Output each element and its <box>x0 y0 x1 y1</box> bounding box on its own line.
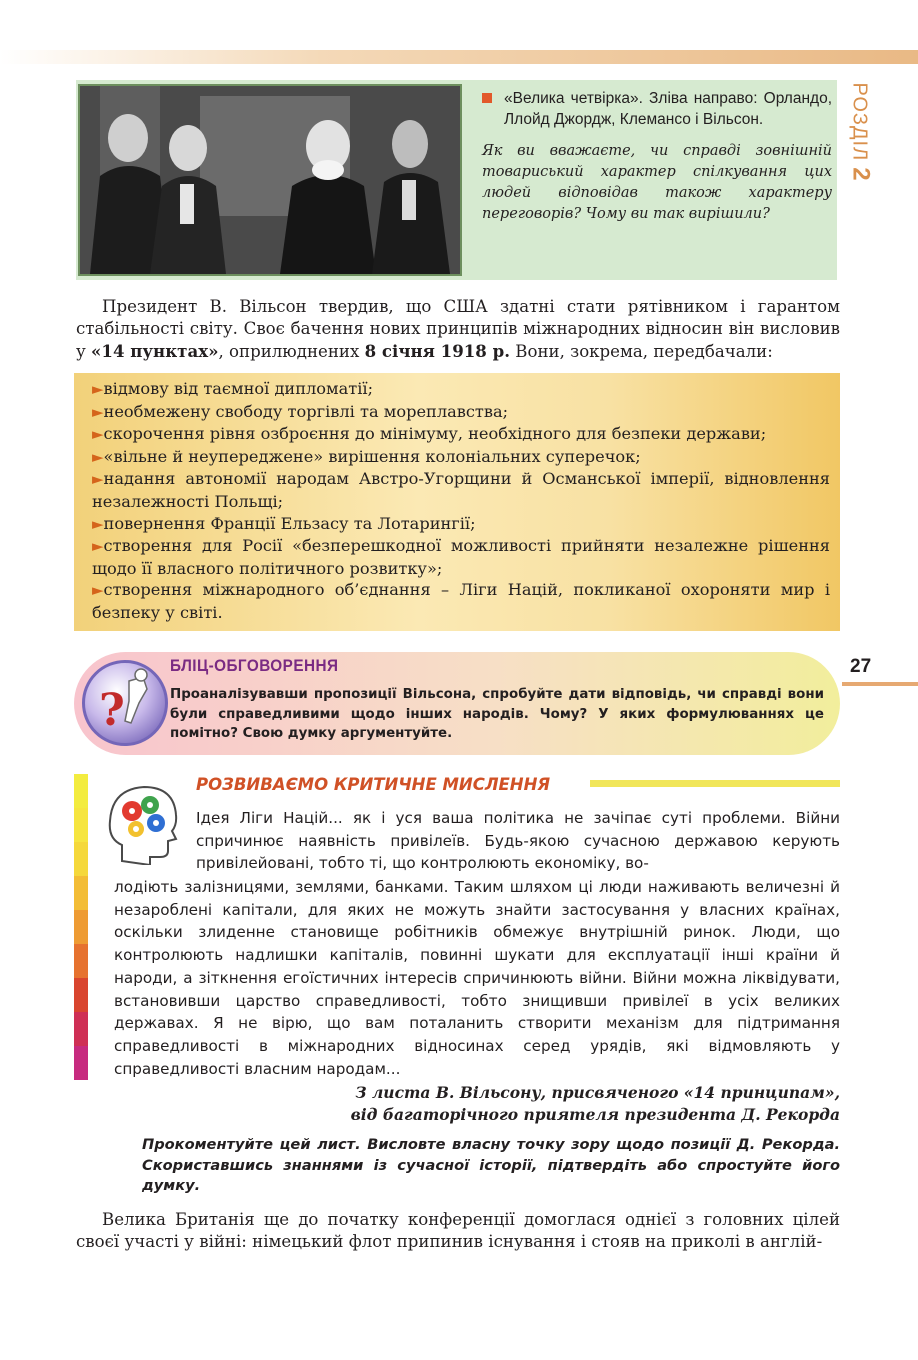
blitz-title: БЛІЦ-ОБГОВОРЕННЯ <box>170 656 339 675</box>
list-item-text: надання автономії народам Австро-Угорщини й Османської імперії, відновлення незалежності Польщі; <box>92 469 830 511</box>
quote-source-line1: З листа В. Вільсону, присвяченого «14 принципам», <box>355 1083 840 1102</box>
intro-text-mid: , оприлюднених <box>218 342 365 361</box>
arrow-icon: ► <box>92 537 104 556</box>
section-tab <box>844 72 878 192</box>
caption-question: Як ви вважаєте, чи справді зовнішній товариський характер спілкування цих людей відповідав також характеру переговорів? Чому ви так вирішили? <box>482 143 832 222</box>
top-decorative-bar <box>0 50 918 64</box>
list-item <box>92 468 830 512</box>
photo-caption-box <box>76 80 837 280</box>
critical-quote-part1: Ідея Ліги Націй... як і уся ваша політика не зачіпає суті проблеми. Війни спричинює наявність привілеїв. Будь-якою сучасною державою керують привілейовані, тобто ті, що контролюють економіку, во- <box>196 809 840 873</box>
arrow-icon: ► <box>92 447 104 466</box>
caption-title <box>482 88 832 130</box>
photo-figures-icon <box>80 86 460 274</box>
list-item-text: повернення Франції Ельзасу та Лотарингії; <box>103 513 476 533</box>
photo-caption <box>482 88 832 225</box>
intro-text-before: Президент В. Вільсон твердив, що США здатні стати рятівником і гарантом стабільності світу. Своє бачення нових принципів міжнародних відносин він висловив у <box>76 297 840 361</box>
blitz-discussion-box <box>74 652 840 755</box>
list-item-text: створення для Росії «безперешкодної можливості прийняти незалежне рішення щодо її власного політичного розвитку»; <box>92 536 830 578</box>
quote-source-line2: від багаторічного приятеля президента Д. Рекорда <box>350 1105 840 1124</box>
list-item <box>92 446 830 469</box>
arrow-icon: ► <box>92 581 104 600</box>
question-discussion-icon <box>82 660 168 746</box>
section-number: 2 <box>848 167 875 182</box>
caption-title-text: «Велика четвірка». Зліва направо: Орландо, Ллойд Джордж, Клемансо і Вільсон. <box>504 90 832 128</box>
critical-heading-rule <box>590 780 840 787</box>
intro-bold-points: «14 пунктах» <box>91 341 219 361</box>
list-item-text: «вільне й неупереджене» вирішення колоніальних суперечок; <box>103 446 641 466</box>
caption-bullet-icon <box>482 93 492 103</box>
closing-paragraph: Велика Британія ще до початку конференції домоглася однієї з головних цілей своєї участі у війні: німецький флот припинив існування і стояв на приколі в англій- <box>76 1210 840 1251</box>
critical-task: Прокоментуйте цей лист. Висловте власну точку зору щодо позиції Д. Рекорда. Скориставшись знаннями із сучасної історії, підтвердіть або спростуйте його думку. <box>142 1136 840 1194</box>
page-number-rule <box>842 682 918 686</box>
list-item-text: необмежену свободу торгівлі та мореплавства; <box>103 401 509 421</box>
arrow-icon: ► <box>92 380 104 398</box>
list-item <box>92 423 830 446</box>
svg-text:?: ? <box>99 685 125 736</box>
list-item-text: скорочення рівня озброєння до мінімуму, необхідного для безпеки держави; <box>103 424 767 444</box>
list-item <box>92 513 830 536</box>
big-four-photo <box>78 84 462 276</box>
question-mark-icon <box>85 663 165 743</box>
fourteen-points-list <box>74 373 840 631</box>
list-item-text: відмову від таємної дипломатії; <box>103 379 374 398</box>
list-item <box>92 579 830 623</box>
brain-gears-head-icon <box>102 781 184 865</box>
intro-bold-date: 8 січня 1918 р. <box>364 341 511 361</box>
intro-paragraph <box>76 296 840 363</box>
critical-side-strip <box>74 774 88 1080</box>
arrow-icon: ► <box>92 470 104 489</box>
list-item <box>92 535 830 579</box>
page-number: 27 <box>850 656 872 677</box>
intro-text-after: Вони, зокрема, передбачали: <box>510 342 773 361</box>
list-item <box>92 401 830 424</box>
section-label: РОЗДІЛ <box>849 82 871 162</box>
list-item <box>92 378 830 401</box>
critical-quote-part2: лодіють залізницями, землями, банками. Таким шляхом ці люди наживають величезні й незароблені капітали, для яких не можуть знайти застосування у власних країнах, оскільки злиденне становище робітників обмежує внутрішній ринок. Люди, що контролюють надлишки капіталів, повинні шукати для експлуатації інші країни й народи, а зіткнення егоїстичних інтересів спричинюють війни. Війни можна ліквідувати, встановивши царство справедливості, тобто знищивши привілеї в усіх великих державах. Я не вірю, що вам поталанить створити механізм для підтримання справедливості в міжнародних відносинах серед урядів, які відмовляють у справедливості власним народам... <box>114 878 840 1078</box>
quote-source <box>240 1082 840 1126</box>
critical-heading: РОЗВИВАЄМО КРИТИЧНЕ МИСЛЕННЯ <box>196 775 558 794</box>
arrow-icon: ► <box>92 425 104 444</box>
blitz-text: Проаналізувавши пропозиції Вільсона, спробуйте дати відповідь, чи справді вони були справедливими щодо інших народів. Чому? У яких формулюваннях це помітно? Свою думку аргументуйте. <box>170 687 824 741</box>
arrow-icon: ► <box>92 514 104 533</box>
list-item-text: створення міжнародного об’єднання – Ліги Націй, покликаної охороняти мир і безпеку у світі. <box>92 580 830 622</box>
arrow-icon: ► <box>92 402 104 421</box>
